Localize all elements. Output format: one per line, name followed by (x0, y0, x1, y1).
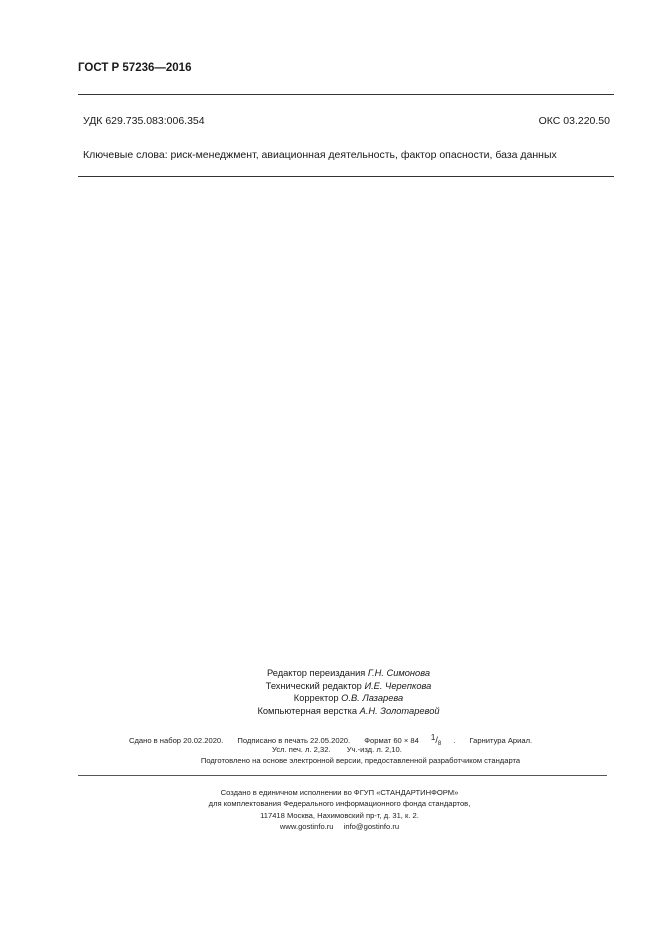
typeface: Гарнитура Ариал. (469, 736, 533, 745)
layout-label: Компьютерная верстка (257, 706, 358, 717)
oks-code: ОКС 03.220.50 (538, 115, 610, 127)
publisher-line-2: для комплектования Федерального информационного фонда стандартов, (208, 799, 471, 809)
email-link[interactable]: info@gostinfo.ru (343, 821, 400, 831)
tech-editor-line (0, 680, 661, 693)
layout-line (0, 705, 661, 718)
corrector-line (0, 692, 661, 705)
print-info-line-3 (0, 756, 661, 765)
corrector-label: Корректор (293, 693, 339, 704)
tech-editor-label: Технический редактор (265, 680, 362, 691)
format-fraction: $^1/_8$ (430, 733, 442, 747)
credits-block (0, 667, 661, 718)
editor-line (0, 667, 661, 680)
publisher-divider (78, 775, 607, 776)
tech-editor-name: И.Е. Черепкова (364, 680, 432, 691)
publisher-contacts (0, 821, 661, 832)
udk-code: УДК 629.735.083:006.354 (83, 115, 205, 127)
publisher-address: 117418 Москва, Нахимовский пр-т, д. 31, к. 2. (260, 810, 419, 820)
layout-name: А.Н. Золотаревой (359, 706, 440, 717)
top-divider (78, 94, 614, 95)
print-info-line-2 (272, 745, 416, 754)
keywords-line: Ключевые слова: риск-менеджмент, авиационная деятельность, фактор опасности, база данных (83, 149, 557, 161)
signed-date: Подписано в печать 22.05.2020. (237, 736, 351, 745)
format-numerator: 1 (430, 733, 436, 742)
submitted-date: Сдано в набор 20.02.2020. (129, 736, 224, 745)
printed-sheets: Усл. печ. л. 2,32. (272, 745, 331, 754)
website-link[interactable]: www.gostinfo.ru (279, 821, 334, 831)
format-denominator: 8 (437, 741, 442, 747)
publisher-line-1: Создано в единичном исполнении во ФГУП «СТАНДАРТИНФОРМ» (220, 788, 459, 797)
prepared-note: Подготовлено на основе электронной версии, предоставленной разработчиком стандарта (200, 756, 521, 765)
format-prefix: Формат 60 × 84 (364, 736, 419, 745)
document-code: ГОСТ Р 57236—2016 (78, 62, 192, 74)
editor-name: Г.Н. Симонова (367, 668, 431, 678)
editor-label: Редактор переиздания (266, 668, 366, 678)
classification-divider (78, 176, 614, 177)
publisher-sheets: Уч.-изд. л. 2,10. (346, 745, 402, 754)
paper-format: Формат 60 × 84 $^1/_8$ . (364, 733, 456, 747)
publisher-block (0, 787, 661, 832)
corrector-name: О.В. Лазарева (341, 693, 404, 704)
